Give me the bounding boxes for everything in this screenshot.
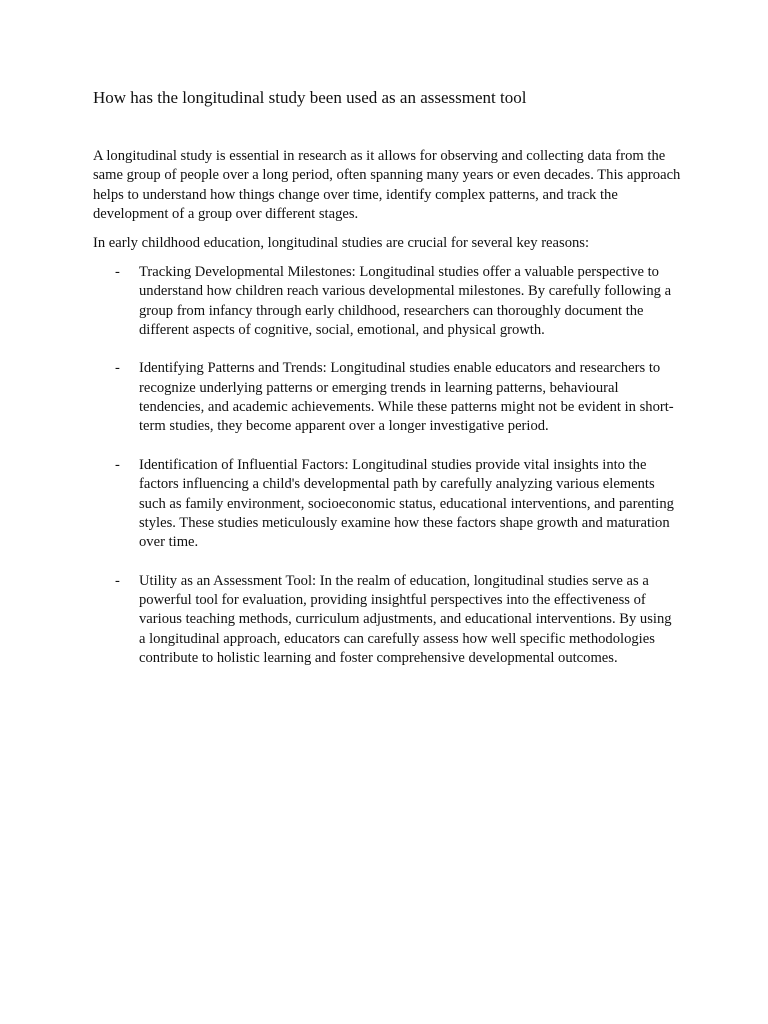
bullet-dash: -: [115, 456, 120, 473]
bullet-dash: -: [115, 264, 120, 280]
bullet-dash: -: [115, 360, 120, 377]
list-item-text: Identifying Patterns and Trends: Longitudinal studies enable educators and researchers to recognize underlying patterns or emerging trends in learning patterns, behavioural tendencies, and academic achievements. While these patterns might not be evident in short-term studies, they become apparent over a longer investigative period.: [139, 360, 674, 435]
list-item-text: Utility as an Assessment Tool: In the realm of education, longitudinal studies serve as a powerful tool for evaluation, providing insightful perspectives into the effectiveness of various teaching methods, curriculum adjustments, and educational interventions. By using a longitudinal approach, educators can carefully assess how well specific methodologies contribute to holistic learning and foster comprehensive developmental outcomes.: [139, 572, 672, 666]
reasons-list: [0, 263, 768, 688]
list-item: [0, 572, 768, 668]
bullet-dash: -: [115, 572, 120, 589]
list-item: [0, 263, 768, 340]
list-item: [0, 359, 768, 436]
list-item: [0, 456, 768, 552]
list-item-text: Identification of Influential Factors: Longitudinal studies provide vital insights into the factors influencing a child's developmental path by carefully analyzing various elements such as family environment, socioeconomic status, educational interventions, and parenting styles. These studies meticulously examine how these factors shape growth and maturation over time.: [139, 456, 674, 551]
lead-in-paragraph: In early childhood education, longitudinal studies are crucial for several key reasons:: [93, 235, 590, 251]
document-title: How has the longitudinal study been used as an assessment tool: [93, 88, 527, 107]
list-item-text: Tracking Developmental Milestones: Longitudinal studies offer a valuable perspective to understand how children reach various developmental milestones. By carefully following a group from infancy through early childhood, researchers can thoroughly document the different aspects of cognitive, social, emotional, and physical growth.: [139, 264, 672, 338]
intro-paragraph: A longitudinal study is essential in research as it allows for observing and collecting data from the same group of people over a long period, often spanning many years or even decades. This approach helps to understand how things change over time, identify complex patterns, and track the development of a group over different stages.: [93, 148, 681, 222]
